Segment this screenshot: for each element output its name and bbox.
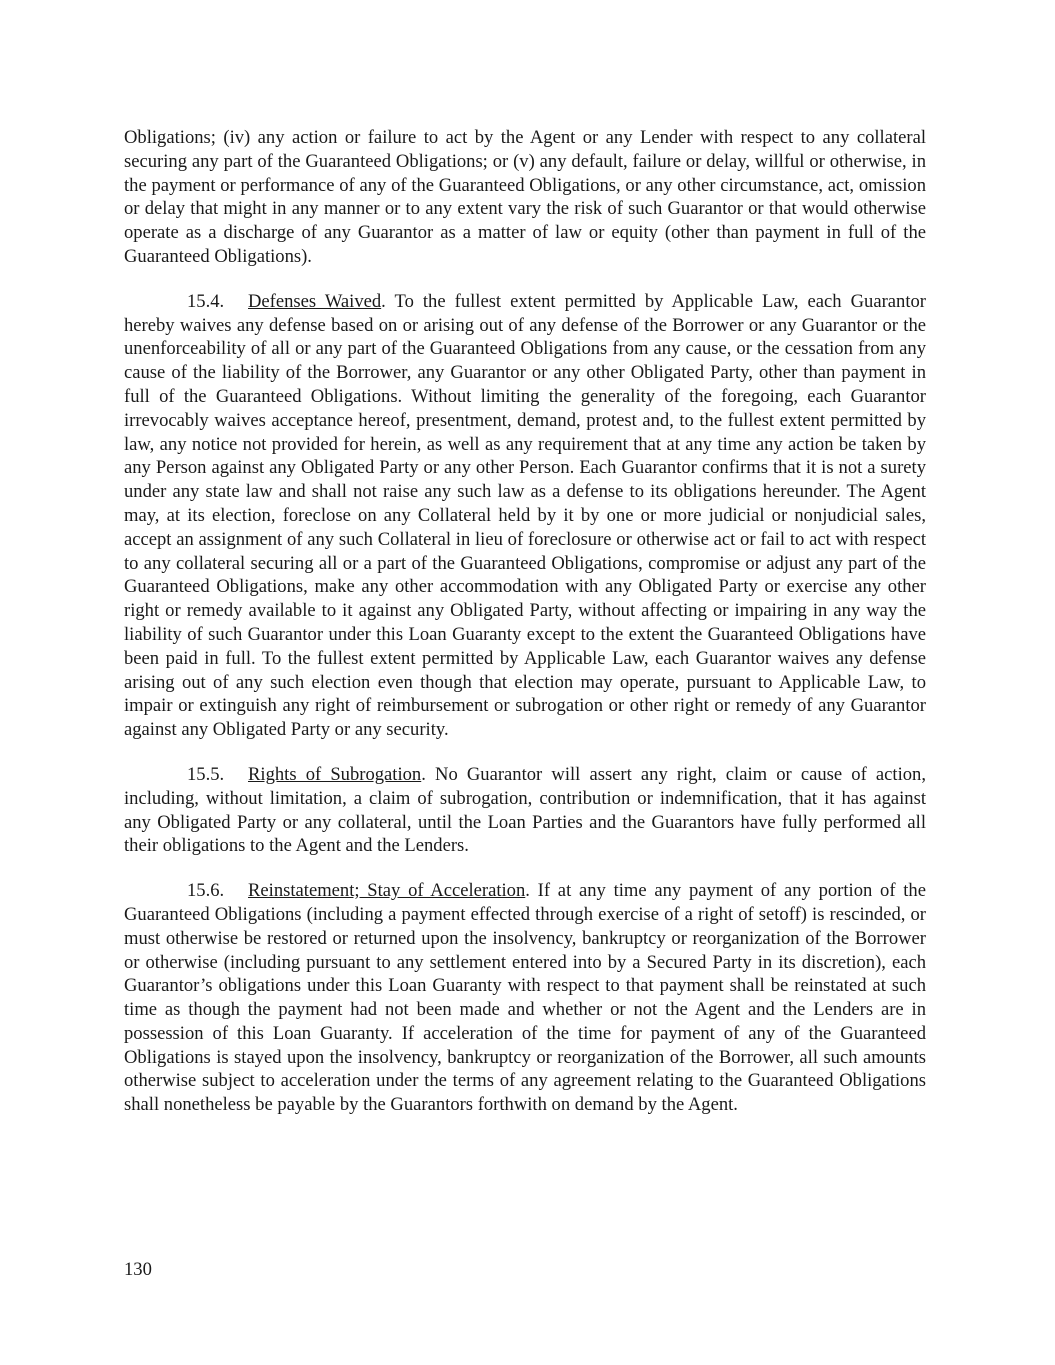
continuation-paragraph: Obligations; (iv) any action or failure to act by the Agent or any Lender with respect to any collateral securing any part of the Guaranteed Obligations; or (v) any default, failure or delay, willful or otherwise, in the payment or performance of any of the Guaranteed Obligations, or any other circumstance, act, omission or delay that might in any manner or to any extent vary the risk of such Guarantor or that would otherwise operate as a discharge of any Guarantor as a matter of law or equity (other than payment in full of the Guaranteed Obligations). <box>124 127 926 267</box>
section-number: 15.6. <box>187 880 225 902</box>
section-number: 15.4. <box>187 290 225 312</box>
section-heading: Reinstatement; Stay of Acceleration <box>248 880 526 902</box>
section-15-4 <box>124 290 926 742</box>
section-heading: Defenses Waived <box>248 290 382 312</box>
section-15-5 <box>124 763 926 858</box>
page-number: 130 <box>124 1259 152 1280</box>
section-body: . If at any time any payment of any portion of the Guaranteed Obligations (including a payment effected through exercise of a right of setoff) is rescinded, or must otherwise be restored or returned upon the insolvency, bankruptcy or reorganization of the Borrower or otherwise (including pursuant to any settlement entered into by a Secured Party in its discretion), each Guarantor’s obligations under this Loan Guaranty with respect to that payment shall be reinstated at such time as though the payment had not been made and whether or not the Agent and the Lenders are in possession of this Loan Guaranty. If acceleration of the time for payment of any of the Guaranteed Obligations is stayed upon the insolvency, bankruptcy or reorganization of the Borrower, all such amounts otherwise subject to acceleration under the terms of any agreement relating to the Guaranteed Obligations shall nonetheless be payable by the Guarantors forthwith on demand by the Agent. <box>124 880 926 1116</box>
section-heading: Rights of Subrogation <box>248 763 422 785</box>
section-body: . To the fullest extent permitted by Applicable Law, each Guarantor hereby waives any defense based on or arising out of any defense of the Borrower or any Guarantor or the unenforceability of all or any part of the Guaranteed Obligations from any cause, or the cessation from any cause of the liability of the Borrower, any Guarantor or any other Obligated Party, other than payment in full of the Guaranteed Obligations. Without limiting the generality of the foregoing, each Guarantor irrevocably waives acceptance hereof, presentment, demand, protest and, to the fullest extent permitted by law, any notice not provided for herein, as well as any requirement that at any time any action be taken by any Person against any Obligated Party or any other Person. Each Guarantor confirms that it is not a surety under any state law and shall not raise any such law as a defense to its obligations hereunder. The Agent may, at its election, foreclose on any Collateral held by it by one or more judicial or nonjudicial sales, accept an assignment of any such Collateral in lieu of foreclosure or otherwise act or fail to act with respect to any collateral securing all or a part of the Guaranteed Obligations, compromise or adjust any part of the Guaranteed Obligations, make any other accommodation with any Obligated Party or exercise any other right or remedy available to it against any Obligated Party, without affecting or impairing in any way the liability of such Guarantor under this Loan Guaranty except to the extent the Guaranteed Obligations have been paid in full. To the fullest extent permitted by Applicable Law, each Guarantor waives any defense arising out of any such election even though that election may operate, pursuant to Applicable Law, to impair or extinguish any right of reimbursement or subrogation or other right or remedy of any Guarantor against any Obligated Party or any security. <box>124 290 926 741</box>
section-15-6 <box>124 879 926 1117</box>
document-body <box>124 126 926 1138</box>
section-number: 15.5. <box>187 763 225 785</box>
section-body: . No Guarantor will assert any right, claim or cause of action, including, without limitation, a claim of subrogation, contribution or indemnification, that it has against any Obligated Party or any collateral, until the Loan Parties and the Guarantors have fully performed all their obligations to the Agent and the Lenders. <box>124 763 927 857</box>
